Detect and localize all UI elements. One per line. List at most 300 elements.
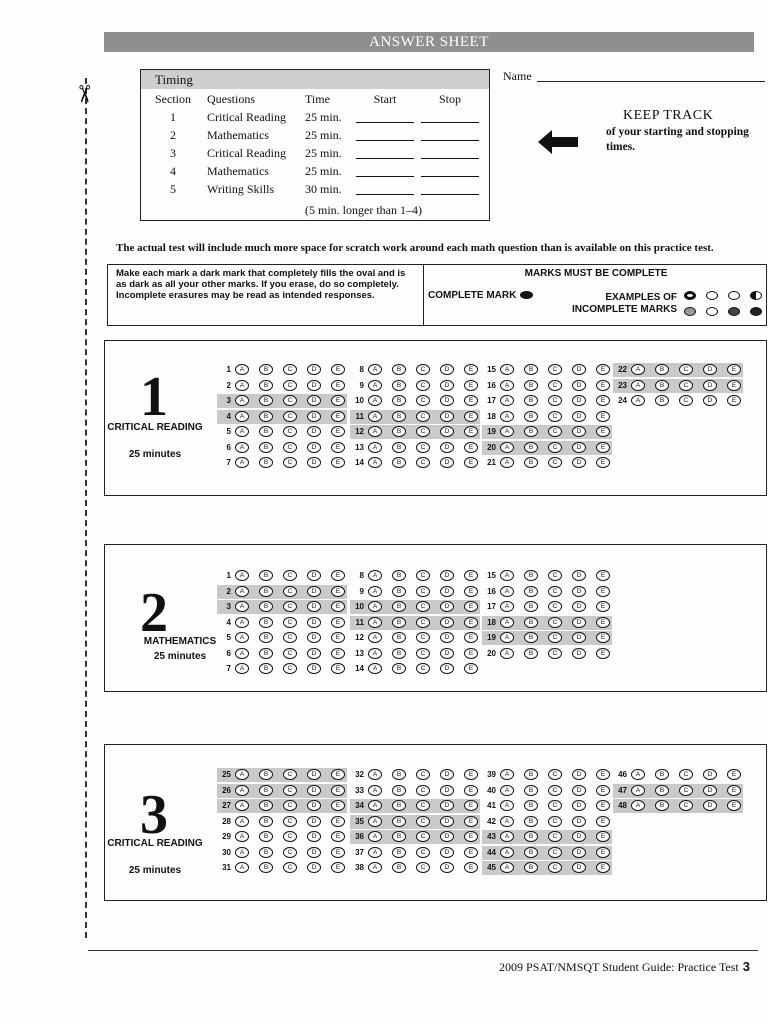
answer-bubble-d[interactable]: D (307, 586, 321, 597)
answer-bubble-a[interactable]: A (368, 632, 382, 643)
answer-bubble-e[interactable]: E (464, 601, 478, 612)
answer-bubble-e[interactable]: E (596, 831, 610, 842)
answer-bubble-a[interactable]: A (500, 632, 514, 643)
answer-bubble-b[interactable]: B (259, 586, 273, 597)
answer-bubble-e[interactable]: E (331, 831, 345, 842)
answer-bubble-a[interactable]: A (368, 847, 382, 858)
answer-bubble-b[interactable]: B (392, 769, 406, 780)
answer-bubble-d[interactable]: D (307, 663, 321, 674)
stop-time-field[interactable] (421, 164, 479, 177)
answer-bubble-d[interactable]: D (572, 586, 586, 597)
answer-bubble-e[interactable]: E (331, 617, 345, 628)
answer-bubble-e[interactable]: E (596, 586, 610, 597)
answer-bubble-a[interactable]: A (368, 601, 382, 612)
answer-bubble-a[interactable]: A (500, 395, 514, 406)
answer-bubble-b[interactable]: B (392, 426, 406, 437)
answer-bubble-c[interactable]: C (416, 847, 430, 858)
answer-bubble-c[interactable]: C (548, 457, 562, 468)
answer-bubble-a[interactable]: A (235, 411, 249, 422)
answer-bubble-c[interactable]: C (283, 411, 297, 422)
answer-bubble-b[interactable]: B (392, 617, 406, 628)
answer-bubble-e[interactable]: E (464, 831, 478, 842)
answer-bubble-b[interactable]: B (524, 442, 538, 453)
answer-bubble-d[interactable]: D (307, 426, 321, 437)
answer-bubble-e[interactable]: E (331, 769, 345, 780)
answer-bubble-e[interactable]: E (596, 648, 610, 659)
answer-bubble-c[interactable]: C (283, 617, 297, 628)
answer-bubble-b[interactable]: B (655, 769, 669, 780)
answer-bubble-e[interactable]: E (464, 395, 478, 406)
answer-bubble-c[interactable]: C (283, 586, 297, 597)
answer-bubble-b[interactable]: B (392, 457, 406, 468)
answer-bubble-a[interactable]: A (500, 862, 514, 873)
answer-bubble-b[interactable]: B (259, 632, 273, 643)
answer-bubble-b[interactable]: B (259, 457, 273, 468)
answer-bubble-c[interactable]: C (548, 632, 562, 643)
answer-bubble-c[interactable]: C (548, 411, 562, 422)
answer-bubble-c[interactable]: C (679, 395, 693, 406)
answer-bubble-c[interactable]: C (283, 632, 297, 643)
answer-bubble-c[interactable]: C (416, 570, 430, 581)
answer-bubble-a[interactable]: A (235, 395, 249, 406)
answer-bubble-b[interactable]: B (392, 586, 406, 597)
answer-bubble-e[interactable]: E (727, 364, 741, 375)
answer-bubble-e[interactable]: E (464, 411, 478, 422)
answer-bubble-c[interactable]: C (283, 442, 297, 453)
answer-bubble-a[interactable]: A (368, 395, 382, 406)
answer-bubble-e[interactable]: E (331, 862, 345, 873)
answer-bubble-b[interactable]: B (259, 816, 273, 827)
answer-bubble-b[interactable]: B (392, 442, 406, 453)
answer-bubble-c[interactable]: C (416, 411, 430, 422)
answer-bubble-d[interactable]: D (307, 831, 321, 842)
answer-bubble-a[interactable]: A (368, 380, 382, 391)
answer-bubble-a[interactable]: A (500, 570, 514, 581)
answer-bubble-c[interactable]: C (416, 380, 430, 391)
answer-bubble-e[interactable]: E (464, 364, 478, 375)
answer-bubble-e[interactable]: E (596, 862, 610, 873)
answer-bubble-c[interactable]: C (283, 831, 297, 842)
answer-bubble-a[interactable]: A (235, 831, 249, 842)
answer-bubble-a[interactable]: A (235, 586, 249, 597)
answer-bubble-b[interactable]: B (392, 411, 406, 422)
answer-bubble-a[interactable]: A (368, 442, 382, 453)
answer-bubble-c[interactable]: C (416, 663, 430, 674)
answer-bubble-a[interactable]: A (368, 364, 382, 375)
stop-time-field[interactable] (421, 182, 479, 195)
answer-bubble-e[interactable]: E (464, 442, 478, 453)
answer-bubble-e[interactable]: E (464, 847, 478, 858)
answer-bubble-b[interactable]: B (524, 632, 538, 643)
answer-bubble-d[interactable]: D (307, 617, 321, 628)
answer-bubble-d[interactable]: D (440, 800, 454, 811)
answer-bubble-d[interactable]: D (307, 442, 321, 453)
answer-bubble-a[interactable]: A (368, 617, 382, 628)
answer-bubble-c[interactable]: C (416, 831, 430, 842)
answer-bubble-a[interactable]: A (368, 831, 382, 842)
answer-bubble-a[interactable]: A (368, 785, 382, 796)
answer-bubble-c[interactable]: C (416, 442, 430, 453)
answer-bubble-b[interactable]: B (392, 663, 406, 674)
answer-bubble-b[interactable]: B (524, 785, 538, 796)
answer-bubble-a[interactable]: A (368, 586, 382, 597)
answer-bubble-e[interactable]: E (464, 617, 478, 628)
answer-bubble-c[interactable]: C (416, 586, 430, 597)
answer-bubble-a[interactable]: A (368, 648, 382, 659)
answer-bubble-d[interactable]: D (440, 426, 454, 437)
answer-bubble-b[interactable]: B (524, 831, 538, 842)
answer-bubble-d[interactable]: D (307, 380, 321, 391)
answer-bubble-c[interactable]: C (283, 648, 297, 659)
answer-bubble-c[interactable]: C (548, 380, 562, 391)
answer-bubble-d[interactable]: D (440, 663, 454, 674)
answer-bubble-e[interactable]: E (331, 395, 345, 406)
answer-bubble-a[interactable]: A (500, 457, 514, 468)
answer-bubble-b[interactable]: B (655, 785, 669, 796)
answer-bubble-d[interactable]: D (307, 648, 321, 659)
answer-bubble-c[interactable]: C (416, 395, 430, 406)
answer-bubble-a[interactable]: A (500, 800, 514, 811)
answer-bubble-e[interactable]: E (596, 785, 610, 796)
answer-bubble-a[interactable]: A (500, 816, 514, 827)
answer-bubble-b[interactable]: B (259, 601, 273, 612)
answer-bubble-e[interactable]: E (727, 785, 741, 796)
answer-bubble-e[interactable]: E (464, 457, 478, 468)
answer-bubble-c[interactable]: C (548, 769, 562, 780)
answer-bubble-e[interactable]: E (331, 586, 345, 597)
answer-bubble-b[interactable]: B (259, 648, 273, 659)
start-time-field[interactable] (356, 128, 414, 141)
answer-bubble-a[interactable]: A (368, 411, 382, 422)
answer-bubble-b[interactable]: B (524, 426, 538, 437)
answer-bubble-b[interactable]: B (259, 617, 273, 628)
answer-bubble-e[interactable]: E (331, 442, 345, 453)
answer-bubble-a[interactable]: A (500, 442, 514, 453)
answer-bubble-d[interactable]: D (440, 380, 454, 391)
answer-bubble-a[interactable]: A (631, 380, 645, 391)
answer-bubble-d[interactable]: D (307, 570, 321, 581)
answer-bubble-c[interactable]: C (283, 785, 297, 796)
answer-bubble-d[interactable]: D (307, 769, 321, 780)
answer-bubble-a[interactable]: A (368, 457, 382, 468)
answer-bubble-b[interactable]: B (392, 816, 406, 827)
answer-bubble-c[interactable]: C (416, 785, 430, 796)
answer-bubble-a[interactable]: A (631, 769, 645, 780)
answer-bubble-e[interactable]: E (596, 442, 610, 453)
answer-bubble-e[interactable]: E (464, 586, 478, 597)
answer-bubble-b[interactable]: B (392, 847, 406, 858)
answer-bubble-c[interactable]: C (548, 862, 562, 873)
answer-bubble-d[interactable]: D (440, 570, 454, 581)
answer-bubble-e[interactable]: E (331, 663, 345, 674)
answer-bubble-a[interactable]: A (235, 785, 249, 796)
answer-bubble-e[interactable]: E (727, 769, 741, 780)
answer-bubble-c[interactable]: C (679, 769, 693, 780)
answer-bubble-d[interactable]: D (307, 800, 321, 811)
answer-bubble-d[interactable]: D (572, 862, 586, 873)
answer-bubble-c[interactable]: C (548, 364, 562, 375)
answer-bubble-e[interactable]: E (464, 648, 478, 659)
answer-bubble-a[interactable]: A (368, 769, 382, 780)
answer-bubble-e[interactable]: E (331, 457, 345, 468)
stop-time-field[interactable] (421, 128, 479, 141)
answer-bubble-c[interactable]: C (548, 442, 562, 453)
answer-bubble-c[interactable]: C (548, 816, 562, 827)
answer-bubble-e[interactable]: E (596, 426, 610, 437)
answer-bubble-c[interactable]: C (548, 785, 562, 796)
answer-bubble-b[interactable]: B (259, 785, 273, 796)
answer-bubble-e[interactable]: E (596, 380, 610, 391)
answer-bubble-a[interactable]: A (235, 442, 249, 453)
answer-bubble-b[interactable]: B (524, 769, 538, 780)
answer-bubble-c[interactable]: C (416, 457, 430, 468)
answer-bubble-a[interactable]: A (500, 648, 514, 659)
answer-bubble-d[interactable]: D (440, 816, 454, 827)
answer-bubble-c[interactable]: C (416, 769, 430, 780)
answer-bubble-b[interactable]: B (392, 570, 406, 581)
answer-bubble-b[interactable]: B (524, 570, 538, 581)
answer-bubble-a[interactable]: A (500, 617, 514, 628)
answer-bubble-d[interactable]: D (572, 426, 586, 437)
start-time-field[interactable] (356, 182, 414, 195)
answer-bubble-b[interactable]: B (392, 380, 406, 391)
answer-bubble-d[interactable]: D (440, 769, 454, 780)
answer-bubble-c[interactable]: C (416, 862, 430, 873)
answer-bubble-b[interactable]: B (524, 586, 538, 597)
answer-bubble-c[interactable]: C (548, 570, 562, 581)
answer-bubble-d[interactable]: D (703, 769, 717, 780)
answer-bubble-b[interactable]: B (259, 364, 273, 375)
answer-bubble-a[interactable]: A (235, 617, 249, 628)
answer-bubble-d[interactable]: D (703, 785, 717, 796)
answer-bubble-a[interactable]: A (235, 457, 249, 468)
answer-bubble-b[interactable]: B (392, 831, 406, 842)
answer-bubble-d[interactable]: D (572, 800, 586, 811)
answer-bubble-d[interactable]: D (572, 411, 586, 422)
answer-bubble-c[interactable]: C (548, 601, 562, 612)
answer-bubble-e[interactable]: E (727, 380, 741, 391)
answer-bubble-e[interactable]: E (596, 769, 610, 780)
answer-bubble-a[interactable]: A (500, 601, 514, 612)
answer-bubble-a[interactable]: A (631, 364, 645, 375)
answer-bubble-e[interactable]: E (331, 426, 345, 437)
answer-bubble-e[interactable]: E (464, 380, 478, 391)
answer-bubble-d[interactable]: D (307, 457, 321, 468)
answer-bubble-c[interactable]: C (416, 601, 430, 612)
answer-bubble-c[interactable]: C (679, 800, 693, 811)
answer-bubble-e[interactable]: E (464, 816, 478, 827)
answer-bubble-e[interactable]: E (331, 800, 345, 811)
answer-bubble-a[interactable]: A (368, 862, 382, 873)
answer-bubble-c[interactable]: C (679, 785, 693, 796)
answer-bubble-c[interactable]: C (283, 847, 297, 858)
answer-bubble-d[interactable]: D (440, 847, 454, 858)
answer-bubble-e[interactable]: E (464, 769, 478, 780)
answer-bubble-c[interactable]: C (416, 632, 430, 643)
answer-bubble-b[interactable]: B (392, 800, 406, 811)
answer-bubble-e[interactable]: E (596, 364, 610, 375)
answer-bubble-d[interactable]: D (307, 395, 321, 406)
answer-bubble-a[interactable]: A (368, 570, 382, 581)
answer-bubble-e[interactable]: E (596, 816, 610, 827)
answer-bubble-a[interactable]: A (235, 632, 249, 643)
answer-bubble-e[interactable]: E (331, 816, 345, 827)
answer-bubble-e[interactable]: E (331, 785, 345, 796)
answer-bubble-a[interactable]: A (368, 663, 382, 674)
answer-bubble-a[interactable]: A (500, 411, 514, 422)
answer-bubble-c[interactable]: C (416, 800, 430, 811)
answer-bubble-c[interactable]: C (548, 617, 562, 628)
answer-bubble-b[interactable]: B (524, 601, 538, 612)
answer-bubble-b[interactable]: B (524, 800, 538, 811)
answer-bubble-e[interactable]: E (464, 862, 478, 873)
answer-bubble-c[interactable]: C (283, 663, 297, 674)
answer-bubble-c[interactable]: C (548, 586, 562, 597)
answer-bubble-b[interactable]: B (392, 395, 406, 406)
answer-bubble-e[interactable]: E (727, 800, 741, 811)
answer-bubble-c[interactable]: C (416, 364, 430, 375)
answer-bubble-b[interactable]: B (655, 364, 669, 375)
answer-bubble-b[interactable]: B (524, 648, 538, 659)
answer-bubble-c[interactable]: C (283, 426, 297, 437)
answer-bubble-d[interactable]: D (440, 601, 454, 612)
answer-bubble-d[interactable]: D (440, 617, 454, 628)
answer-bubble-c[interactable]: C (416, 816, 430, 827)
answer-bubble-d[interactable]: D (572, 831, 586, 842)
answer-bubble-a[interactable]: A (500, 364, 514, 375)
answer-bubble-d[interactable]: D (307, 785, 321, 796)
answer-bubble-d[interactable]: D (440, 632, 454, 643)
answer-bubble-c[interactable]: C (283, 601, 297, 612)
answer-bubble-c[interactable]: C (548, 800, 562, 811)
answer-bubble-a[interactable]: A (235, 380, 249, 391)
answer-bubble-a[interactable]: A (235, 847, 249, 858)
answer-bubble-a[interactable]: A (235, 816, 249, 827)
answer-bubble-c[interactable]: C (548, 395, 562, 406)
answer-bubble-c[interactable]: C (548, 847, 562, 858)
answer-bubble-d[interactable]: D (572, 601, 586, 612)
answer-bubble-d[interactable]: D (307, 816, 321, 827)
answer-bubble-d[interactable]: D (572, 632, 586, 643)
answer-bubble-d[interactable]: D (703, 380, 717, 391)
answer-bubble-d[interactable]: D (307, 411, 321, 422)
answer-bubble-c[interactable]: C (416, 648, 430, 659)
answer-bubble-e[interactable]: E (596, 570, 610, 581)
answer-bubble-c[interactable]: C (283, 570, 297, 581)
answer-bubble-d[interactable]: D (703, 364, 717, 375)
answer-bubble-b[interactable]: B (259, 663, 273, 674)
answer-bubble-b[interactable]: B (524, 457, 538, 468)
answer-bubble-d[interactable]: D (307, 632, 321, 643)
answer-bubble-b[interactable]: B (392, 364, 406, 375)
start-time-field[interactable] (356, 110, 414, 123)
answer-bubble-c[interactable]: C (548, 648, 562, 659)
answer-bubble-c[interactable]: C (283, 457, 297, 468)
answer-bubble-e[interactable]: E (331, 648, 345, 659)
answer-bubble-b[interactable]: B (259, 847, 273, 858)
answer-bubble-d[interactable]: D (440, 586, 454, 597)
answer-bubble-b[interactable]: B (259, 426, 273, 437)
answer-bubble-a[interactable]: A (500, 380, 514, 391)
answer-bubble-d[interactable]: D (440, 648, 454, 659)
answer-bubble-b[interactable]: B (524, 816, 538, 827)
answer-bubble-a[interactable]: A (235, 364, 249, 375)
answer-bubble-d[interactable]: D (572, 617, 586, 628)
answer-bubble-b[interactable]: B (524, 617, 538, 628)
answer-bubble-d[interactable]: D (572, 816, 586, 827)
answer-bubble-e[interactable]: E (331, 411, 345, 422)
answer-bubble-a[interactable]: A (500, 586, 514, 597)
start-time-field[interactable] (356, 146, 414, 159)
answer-bubble-b[interactable]: B (524, 364, 538, 375)
answer-bubble-e[interactable]: E (596, 411, 610, 422)
answer-bubble-c[interactable]: C (283, 862, 297, 873)
answer-bubble-b[interactable]: B (259, 411, 273, 422)
answer-bubble-d[interactable]: D (572, 442, 586, 453)
answer-bubble-e[interactable]: E (331, 632, 345, 643)
answer-bubble-b[interactable]: B (259, 800, 273, 811)
answer-bubble-a[interactable]: A (500, 847, 514, 858)
answer-bubble-e[interactable]: E (464, 426, 478, 437)
answer-bubble-e[interactable]: E (331, 380, 345, 391)
name-field[interactable] (537, 81, 765, 82)
answer-bubble-b[interactable]: B (392, 648, 406, 659)
answer-bubble-c[interactable]: C (548, 426, 562, 437)
answer-bubble-e[interactable]: E (331, 364, 345, 375)
answer-bubble-b[interactable]: B (259, 570, 273, 581)
answer-bubble-a[interactable]: A (500, 769, 514, 780)
start-time-field[interactable] (356, 164, 414, 177)
answer-bubble-a[interactable]: A (235, 862, 249, 873)
answer-bubble-e[interactable]: E (464, 663, 478, 674)
answer-bubble-e[interactable]: E (464, 632, 478, 643)
answer-bubble-d[interactable]: D (440, 785, 454, 796)
answer-bubble-b[interactable]: B (524, 395, 538, 406)
answer-bubble-c[interactable]: C (283, 364, 297, 375)
answer-bubble-b[interactable]: B (524, 411, 538, 422)
answer-bubble-d[interactable]: D (440, 831, 454, 842)
answer-bubble-b[interactable]: B (392, 632, 406, 643)
answer-bubble-a[interactable]: A (368, 816, 382, 827)
answer-bubble-d[interactable]: D (440, 364, 454, 375)
answer-bubble-a[interactable]: A (368, 426, 382, 437)
stop-time-field[interactable] (421, 110, 479, 123)
answer-bubble-b[interactable]: B (524, 847, 538, 858)
answer-bubble-c[interactable]: C (283, 769, 297, 780)
answer-bubble-b[interactable]: B (655, 800, 669, 811)
answer-bubble-d[interactable]: D (572, 457, 586, 468)
answer-bubble-e[interactable]: E (331, 601, 345, 612)
answer-bubble-d[interactable]: D (572, 648, 586, 659)
answer-bubble-b[interactable]: B (259, 380, 273, 391)
answer-bubble-a[interactable]: A (500, 785, 514, 796)
answer-bubble-b[interactable]: B (392, 862, 406, 873)
answer-bubble-e[interactable]: E (596, 395, 610, 406)
answer-bubble-c[interactable]: C (283, 380, 297, 391)
answer-bubble-c[interactable]: C (416, 426, 430, 437)
answer-bubble-a[interactable]: A (235, 601, 249, 612)
answer-bubble-a[interactable]: A (235, 800, 249, 811)
answer-bubble-e[interactable]: E (464, 785, 478, 796)
answer-bubble-d[interactable]: D (307, 601, 321, 612)
answer-bubble-e[interactable]: E (596, 800, 610, 811)
answer-bubble-b[interactable]: B (259, 769, 273, 780)
answer-bubble-c[interactable]: C (679, 364, 693, 375)
answer-bubble-d[interactable]: D (440, 457, 454, 468)
answer-bubble-d[interactable]: D (307, 862, 321, 873)
answer-bubble-c[interactable]: C (283, 800, 297, 811)
stop-time-field[interactable] (421, 146, 479, 159)
